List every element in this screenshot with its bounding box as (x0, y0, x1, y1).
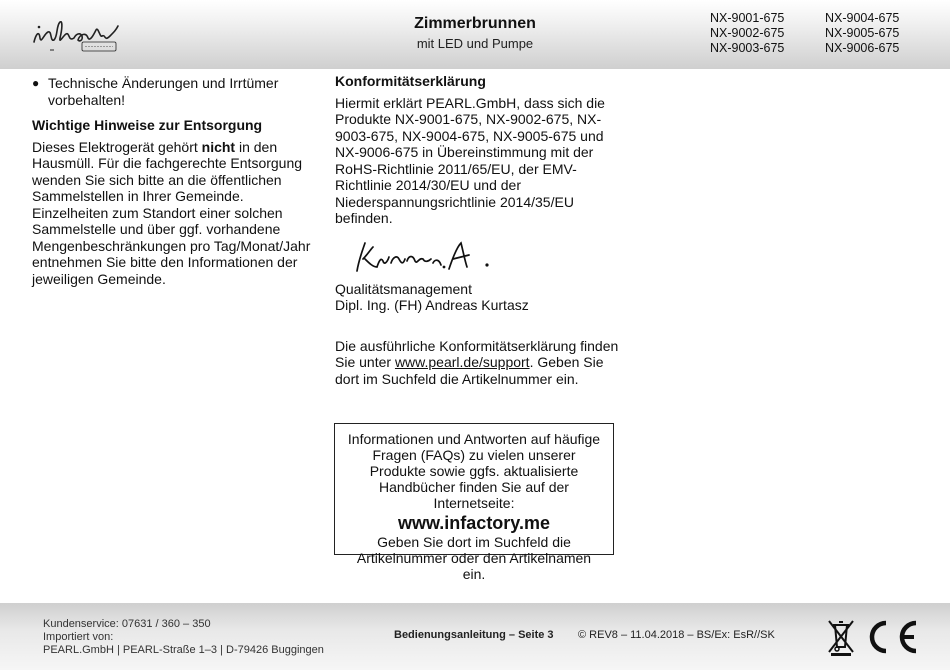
signatory-role: Qualitätsmanagement (335, 280, 472, 297)
faq-info-box (334, 423, 614, 582)
disposal-heading: Wichtige Hinweise zur Entsorgung (32, 117, 263, 133)
model-number: NX-9006-675 (825, 41, 900, 55)
faq-search-hint: Geben Sie dort im Suchfeld die Artikelnummer oder den Artikelnamen ein. (356, 534, 592, 582)
full-declaration-text (335, 338, 625, 388)
model-list-right (825, 11, 899, 56)
infactory-website-link[interactable]: www.infactory.me (397, 513, 551, 533)
page-footer (0, 603, 950, 670)
model-number: NX-9002-675 (710, 26, 785, 40)
page-title: Zimmerbrunnen (414, 15, 536, 32)
model-number: NX-9004-675 (825, 11, 900, 25)
revision-info: © REV8 – 11.04.2018 – BS/Ex: EsR//SK (578, 629, 775, 641)
customer-service: Kundenservice: 07631 / 360 – 350 (43, 618, 211, 630)
page-subtitle: mit LED und Pumpe (416, 36, 534, 51)
importer-label: Importiert von: (43, 631, 114, 643)
disposal-text (32, 139, 322, 288)
infactory-logo (30, 12, 122, 56)
footer-contact (43, 618, 324, 657)
left-column (32, 75, 322, 287)
support-link[interactable]: www.pearl.de/support (394, 354, 530, 370)
disposal-text-end: in den Hausmüll. Für die fachgerechte Entsorgung wenden Sie sich bitte an die öffentlichen Sammelstellen in Ihrer Gemeinde. Einzelheiten zum Standort einer solchen Sammelstelle und über ggf. vorhandene Mengenbeschränkungen pro Tag/Monat/Jahr entnehmen Sie bitte den Informationen der jeweiligen Gemeinde. (32, 138, 311, 287)
full-declaration-end: . Geben Sie dort im Suchfeld die Artikelnummer ein. (335, 354, 604, 387)
conformity-text: Hiermit erklärt PEARL.GmbH, dass sich die Produkte NX-9001-675, NX-9002-675, NX-9003-675, NX-9004-675, NX-9005-675 und NX-9006-675 in Übereinstimmung mit der RoHS-Richtlinie 2011/65/EU, der EMV-Richtlinie 2014/30/EU und der Niederspannungsrichtlinie 2014/35/EU befinden. (335, 94, 605, 226)
disposal-text-start: Dieses Elektrogerät gehört (32, 138, 202, 155)
model-number: NX-9005-675 (825, 26, 900, 40)
faq-info-text: Informationen und Antworten auf häufige Fragen (FAQs) zu vielen unserer Produkte sowie ggfs. aktualisierte Handbücher finden Sie auf der Internetseite: (347, 431, 601, 511)
signatory-name: Dipl. Ing. (FH) Andreas Kurtasz (335, 297, 529, 313)
disposal-emphasis: nicht (201, 138, 236, 155)
page-header (0, 0, 950, 69)
model-number: NX-9003-675 (710, 41, 785, 55)
bullet-icon: ● (32, 76, 40, 90)
importer-address: PEARL.GmbH | PEARL-Straße 1–3 | D-79426 Buggingen (43, 644, 324, 656)
right-column (335, 73, 625, 387)
conformity-heading: Konformitätserklärung (335, 73, 486, 89)
signature-image (349, 237, 509, 277)
bullet-text: Technische Änderungen und Irrtümer vorbehalten! (48, 75, 279, 108)
model-number: NX-9001-675 (710, 11, 785, 25)
model-list-left (710, 11, 784, 56)
ce-mark-icon (860, 617, 920, 657)
bullet-item (32, 75, 322, 108)
page-number: Bedienungsanleitung – Seite 3 (394, 629, 554, 641)
weee-bin-icon (826, 617, 856, 657)
full-declaration-start: Die ausführliche Konformitätserklärung finden Sie unter (335, 337, 619, 370)
